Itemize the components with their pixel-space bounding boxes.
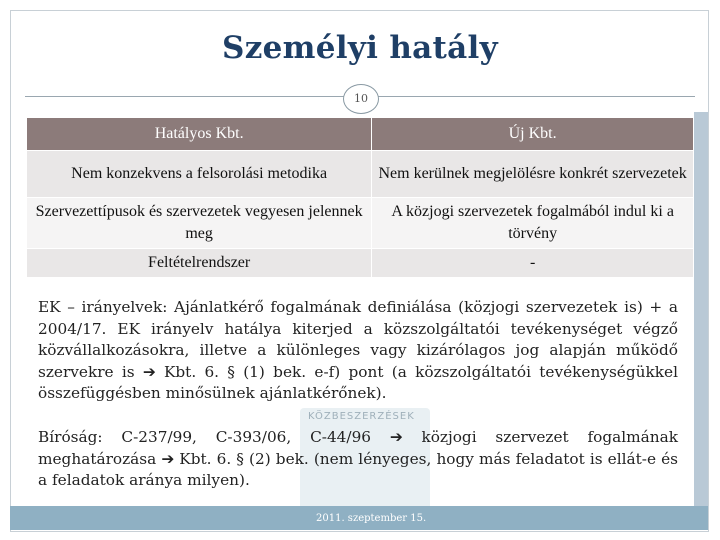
header-current-kbt: Hatályos Kbt.: [27, 118, 372, 151]
paragraph-court-cases: Bíróság: C-237/99, C-393/06, C-44/96 ➔ közjogi szervezet fogalmának meghatározása ➔ Kbt. 6. § (2) bek. (nem lényeges, hogy más feladatot is ellát-e és a feladatok aránya milyen).: [38, 428, 678, 489]
page-number-badge: 10: [343, 84, 379, 114]
comparison-table: [26, 117, 694, 278]
table-cell: -: [372, 249, 694, 278]
table-row: [27, 198, 694, 249]
table-cell: Feltételrendszer: [27, 249, 372, 278]
decorative-side-rail: [694, 112, 708, 506]
table-cell: Nem kerülnek megjelölésre konkrét szervezetek: [372, 151, 694, 198]
watermark-text: KÖZBESZERZÉSEK: [308, 411, 415, 422]
table-cell: Szervezettípusok és szervezetek vegyesen jelennek meg: [27, 198, 372, 249]
paragraph-ek-directives: EK – irányelvek: Ajánlatkérő fogalmának definiálása (közjogi szervezetek is) + a 2004/17. EK irányelv hatálya kiterjed a közszolgáltatói tevékenységet végző közvállalkozásokra, illetve a különleges vagy kizárólagos jog alapján működő szervekre is ➔ Kbt. 6. § (1) bek. e-f) pont (a közszolgáltatói tevékenységükkel összefüggésben minősülnek ajánlatkérőnek).: [38, 298, 678, 402]
header-new-kbt: Új Kbt.: [372, 118, 694, 151]
table-header-row: [27, 118, 694, 151]
slide-title: Személyi hatály: [222, 30, 498, 66]
footer-date: 2011. szeptember 15.: [316, 513, 427, 524]
table-cell: A közjogi szervezetek fogalmából indul ki a törvény: [372, 198, 694, 249]
table-row: [27, 249, 694, 278]
table-cell: Nem konzekvens a felsorolási metodika: [27, 151, 372, 198]
table-row: [27, 151, 694, 198]
